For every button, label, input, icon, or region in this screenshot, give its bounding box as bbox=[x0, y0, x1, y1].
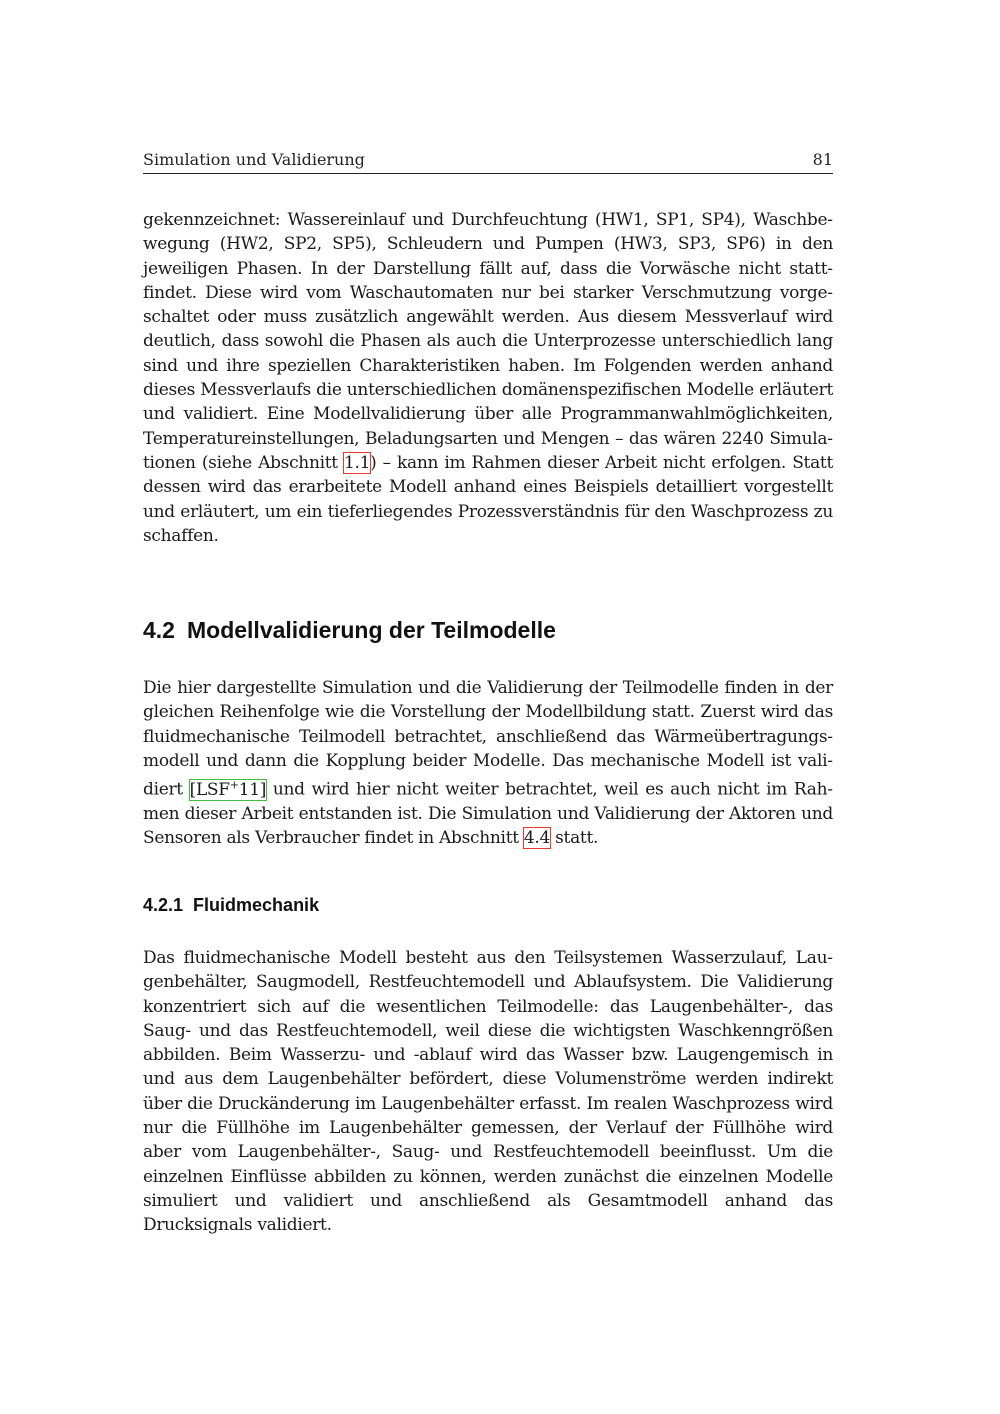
paragraph-intro bbox=[143, 208, 833, 548]
paragraph-text: Das fluidmechanische Modell besteht aus den Teilsystemen Wasserzulauf, Laugenbehälter, Saugmodell, Restfeuchtemodell und Ablaufsystem. Die Validierung konzentriert sich auf die wesentlichen Teilmodelle: das Laugenbehälter-, das Saug- und das Restfeuchtemodell, weil diese die wichtigsten Waschkenngrößen abbilden. Beim Wasserzu- und -ablauf wird das Wasser bzw. Laugengemisch in und aus dem Laugenbehälter befördert, diese Volumenströme werden indirekt über die Druckänderung im Laugenbehälter erfasst. Im realen Waschprozess wird nur die Füllhöhe im Laugenbehälter gemessen, der Verlauf der Füllhöhe wird aber vom Laugenbehälter-, Saug- und Restfeuchtemodell beeinflusst. Um die einzelnen Einflüsse abbilden zu können, werden zunächst die einzelnen Modelle simuliert und validiert und anschließend als Gesamtmodell anhand das Drucksignals validiert. bbox=[143, 948, 833, 1236]
paragraph-text: und wird hier nicht weiter betrachtet, weil es auch nicht im Rahmen dieser Arbeit entstanden ist. Die Simulation und Validierung der Aktoren und Sensoren als Verbraucher findet in Abschnitt bbox=[143, 779, 833, 849]
paragraph-text: ) – kann im Rahmen dieser Arbeit nicht erfolgen. Statt dessen wird das erarbeitete Modell anhand eines Beispiels detailliert vorgestellt und erläutert, um ein tieferliegendes Prozessverständnis für den Waschprozess zu schaffen. bbox=[143, 452, 833, 546]
paragraph-text: Die hier dargestellte Simulation und die Validierung der Teilmodelle finden in der gleichen Reihenfolge wie die Vorstellung der Modellbildung statt. Zuerst wird das fluidmechanische Teilmodell betrachtet, anschließend das Wärmeübertragungsmodell und dann die Kopplung beider Modelle. Das mechanische Modell ist validiert bbox=[143, 678, 833, 800]
subsection-heading bbox=[143, 895, 319, 916]
paragraph-text: gekennzeichnet: Wassereinlauf und Durchfeuchtung (HW1, SP1, SP4), Waschbewegung (HW2, SP2, SP5), Schleudern und Pumpen (HW3, SP3, SP6) in den jeweiligen Phasen. In der Darstellung fällt auf, dass die Vorwäsche nicht stattfindet. Diese wird vom Waschautomaten nur bei starker Verschmutzung vorgeschaltet oder muss zusätzlich angewählt werden. Aus diesem Messverlauf wird deutlich, dass sowohl die Phasen als auch die Unterprozesse unterschiedlich lang sind und ihre speziellen Charakteristiken haben. Im Folgenden werden anhand dieses Messverlaufs die unterschiedlichen domänenspezifischen Modelle erläutert und validiert. Eine Modellvalidierung über alle Programmanwahlmöglichkeiten, Temperatureinstellungen, Beladungsarten und Mengen – das wären 2240 Simulationen (siehe Abschnitt bbox=[143, 210, 833, 473]
paragraph-fluidmechanik bbox=[143, 946, 833, 1238]
subsection-number: 4.2.1 bbox=[143, 895, 184, 915]
running-title: Simulation und Validierung bbox=[143, 150, 365, 169]
citation-year: 11 bbox=[238, 779, 260, 800]
paragraph-section-intro bbox=[143, 676, 833, 851]
section-title: Modellvalidierung der Teilmodelle bbox=[186, 617, 556, 643]
section-reference-link[interactable]: 1.1 bbox=[343, 452, 371, 473]
citation-key: LSF bbox=[195, 779, 230, 800]
citation-superscript: + bbox=[229, 778, 239, 792]
section-number: 4.2 bbox=[143, 617, 175, 643]
section-reference-link[interactable]: 4.4 bbox=[523, 828, 551, 849]
page-number: 81 bbox=[812, 150, 833, 169]
running-header bbox=[143, 148, 833, 174]
section-heading bbox=[143, 617, 556, 644]
subsection-title: Fluidmechanik bbox=[193, 895, 320, 915]
citation-link[interactable]: [LSF+11] bbox=[189, 778, 267, 800]
paragraph-text: statt. bbox=[550, 828, 599, 849]
